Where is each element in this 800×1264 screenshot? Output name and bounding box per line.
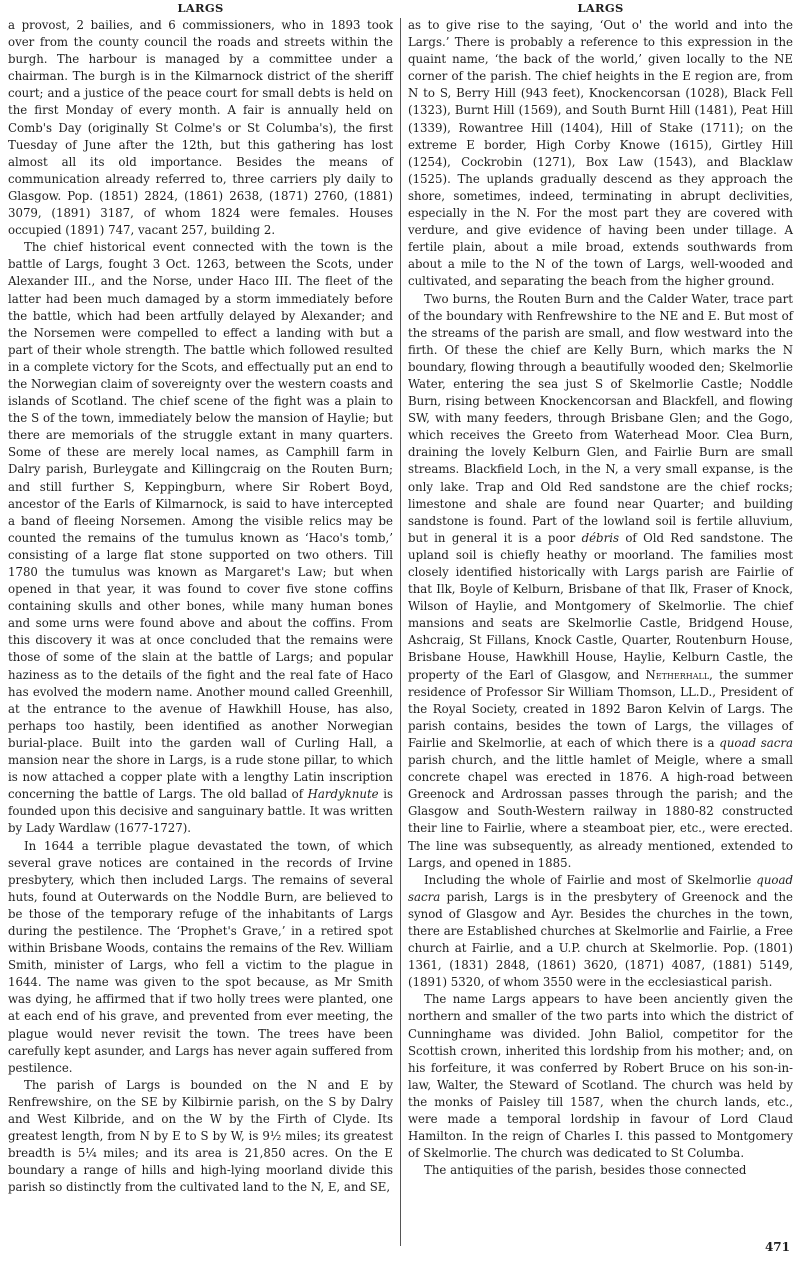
- italic-text: Hardyknute: [307, 787, 379, 802]
- page-number: 471: [764, 1240, 790, 1254]
- left-column: [8, 0, 393, 1196]
- text-segment: The antiquities of the parish, besides those connected: [424, 1163, 747, 1178]
- text-segment: is founded upon this decisive and sanguinary battle. It was written by Lady Wardlaw (1677-1727).: [8, 787, 393, 836]
- left-column-text: [8, 17, 393, 1196]
- text-segment: parish church, and the little hamlet of Meigle, where a small concrete chapel was erected in 1876. A high-road between Greenock and Ardrossan passes through the parish; and the Glasgow and South-Western railway in 1880-82 constructed their line to Fairlie, where a steamboat pier, etc., were erected. The line was subsequently, as already mentioned, extended to Largs, and opened in 1885.: [408, 753, 793, 870]
- text-segment: Two burns, the Routen Burn and the Calder Water, trace part of the boundary with Renfrewshire to the NE and E. But most of the streams of the parish are small, and flow westward into the firth. Of these the chief are Kelly Burn, which marks the N boundary, flowing through a beautifully wooded den; Skelmorlie Water, entering the sea just S of Skelmorlie Castle; Noddle Burn, rising between Knockencorsan and Blackfell, and flowing SW, with many feeders, through Brisbane Glen; and the Gogo, which receives the Greeto from Waterhead Moor. Clea Burn, draining the lovely Kelburn Glen, and Fairlie Burn are small streams. Blackfield Loch, in the N, a very small expanse, is the only lake. Trap and Old Red sandstone are the chief rocks; limestone and shale are found near Quarter; and building sandstone is found. Part of the lowland soil is fertile alluvium, but in general it is a poor: [408, 291, 793, 545]
- text-segment: as to give rise to the saying, ‘Out o' the world and into the Largs.’ There is probably a reference to this expression in the quaint name, ‘the back of the world,’ given locally to the NE corner of the parish. The chief heights in the E region are, from N to S, Berry Hill (943 feet), Knockencorsan (1028), Black Fell (1323), Burnt Hill (1569), and South Burnt Hill (1481), Peat Hill (1339), Rowantree Hill (1404), Hill of Stake (1711); on the extreme E border, High Corby Knowe (1615), Girtley Hill (1254), Cockrobin (1271), Box Law (1543), and Blacklaw (1525). The uplands gradually descend as they approach the shore, sometimes, indeed, terminating in abrupt declivities, especially in the N. For the most part they are covered with verdure, and give evidence of having been under tillage. A fertile plain, about a mile broad, extends southwards from about a mile to the N of the town of Largs, well-wooded and cultivated, and separating the beach from the higher ground.: [408, 18, 793, 289]
- right-column-text: [408, 17, 793, 1179]
- italic-text: quoad sacra: [719, 735, 793, 750]
- text-segment: The chief historical event connected with the town is the battle of Largs, fought 3 Oct. 1263, between the Scots, under Alexander III., and the Norse, under Haco III. The fleet of the latter had been much damaged by a storm immediately before the battle, which had been artfully delayed by Alexander; and the Norsemen were compelled to effect a landing with but a part of their whole strength. The battle which followed resulted in a complete victory for the Scots, and effectually put an end to the Norwegian claim of sovereignty over the western coasts and islands of Scotland. The chief scene of the fight was a plain to the S of the town, immediately below the mansion of Haylie; but there are memorials of the struggle extant in many quarters. Some of these are merely local names, as Camphill farm in Dalry parish, Burleygate and Killingcraig on the Routen Burn; and still further S, Keppingburn, where Sir Robert Boyd, ancestor of the Earls of Kilmarnock, is said to have intercepted a band of fleeing Norsemen. Among the visible relics may be counted the remains of the tumulus known as ‘Haco's tomb,’ consisting of a large flat stone supported on two others. Till 1780 the tumulus was known as Margaret's Law; but when opened in that year, it was found to cover five stone coffins containing skulls and other bones, while many human bones and some urns were found above and about the coffins. From this discovery it was at once concluded that the remains were those of some of the slain at the battle of Largs; and popular haziness as to the details of the fight and the real fate of Haco has evolved the modern name. Another mound called Greenhill, at the entrance to the avenue of Hawkhill House, has also, perhaps too hastily, been identified as another Norwegian burial-place. Built into the garden wall of Curling Hall, a mansion near the shore in Largs, is a rude stone pillar, to which is now attached a copper plate with a lengthy Latin inscription concerning the battle of Largs. The old ballad of: [8, 240, 393, 802]
- paragraph: [408, 17, 793, 291]
- running-header-left: LARGS: [177, 1, 224, 15]
- text-segment: a provost, 2 bailies, and 6 commissioners, who in 1893 took over from the county council the roads and streets within the burgh. The harbour is managed by a committee under a chairman. The burgh is in the Kilmarnock district of the sheriff court; and a justice of the peace court for small debts is held on the first Monday of every month. A fair is annually held on Comb's Day (originally St Colme's or St Columba's), the first Tuesday of June after the 12th, but this gathering has lost almost all its old importance. Besides the means of communication already referred to, three carriers ply daily to Glasgow. Pop. (1851) 2824, (1861) 2638, (1871) 2760, (1881) 3079, (1891) 3187, of whom 1824 were females. Houses occupied (1891) 747, vacant 257, building 2.: [8, 18, 393, 238]
- text-segment: In 1644 a terrible plague devastated the town, of which several grave notices are contained in the records of Irvine presbytery, which then included Largs. The remains of several huts, found at Outerwards on the Noddle Burn, are believed to be those of the temporary refuge of the inhabitants of Largs during the pestilence. The ‘Prophet's Grave,’ in a retired spot within Brisbane Woods, contains the remains of the Rev. William Smith, minister of Largs, who fell a victim to the plague in 1644. The name was given to the spot because, as Mr Smith was dying, he affirmed that if two holly trees were planted, one at each end of his grave, and prevented from ever meeting, the plague would never revisit the town. The trees have been carefully kept asunder, and Largs has never again suffered from pestilence.: [8, 838, 393, 1075]
- text-segment: The name Largs appears to have been anciently given the northern and smaller of the two parts into which the district of Cunninghame was divided. John Baliol, competitor for the Scottish crown, inherited this lordship from his mother; and, on his forfeiture, it was conferred by Robert Bruce on his son-in-law, Walter, the Steward of Scotland. The church was held by the monks of Paisley till 1587, when the church lands, etc., were made a temporal lordship in favour of Lord Claud Hamilton. In the reign of Charles I. this passed to Montgomery of Skelmorlie. The church was dedicated to St Columba.: [408, 992, 793, 1161]
- paragraph: [408, 991, 793, 1162]
- text-segment: of Old Red sandstone. The upland soil is chiefly heathy or moorland. The families most closely identified historically with Largs parish are Fairlie of that Ilk, Boyle of Kelburn, Brisbane of that Ilk, Fraser of Knock, Wilson of Haylie, and Montgomery of Skelmorlie. The chief mansions and seats are Skelmorlie Castle, Bridgend House, Ashcraig, St Fillans, Knock Castle, Quarter, Routenburn House, Brisbane House, Hawkhill House, Haylie, Kelburn Castle, the property of the Earl of Glasgow, and: [408, 530, 793, 682]
- text-segment: The parish of Largs is bounded on the N and E by Renfrewshire, on the SE by Kilbirnie parish, on the S by Dalry and West Kilbride, and on the W by the Firth of Clyde. Its greatest length, from N by E to S by W, is 9½ miles; its greatest breadth is 5¼ miles; and its area is 21,850 acres. On the E boundary a range of hills and high-lying moorland divide this parish so distinctly from the cultivated land to the N, E, and SE,: [8, 1077, 393, 1195]
- small-caps-text: Netherhall: [645, 667, 710, 682]
- paragraph: [408, 1162, 793, 1179]
- text-segment: Including the whole of Fairlie and most of Skelmorlie: [424, 872, 757, 887]
- paragraph: [8, 838, 393, 1077]
- paragraph: [408, 872, 793, 992]
- paragraph: [8, 17, 393, 239]
- running-header-right: LARGS: [577, 1, 624, 15]
- paragraph: [8, 1077, 393, 1197]
- italic-text: quoad sacra: [408, 872, 793, 904]
- text-segment: , the summer residence of Professor Sir William Thomson, LL.D., President of the Royal Society, created in 1892 Baron Kelvin of Largs. The parish contains, besides the town of Largs, the villages of Fairlie and Skelmorlie, at each of which there is a: [408, 667, 793, 750]
- italic-text: débris: [581, 530, 619, 545]
- paragraph: [408, 291, 793, 872]
- column-divider: [400, 18, 401, 1246]
- text-segment: parish, Largs is in the presbytery of Greenock and the synod of Glasgow and Ayr. Besides the churches in the town, there are Established churches at Skelmorlie and Fairlie, a Free church at Fairlie, and a U.P. church at Skelmorlie. Pop. (1801) 1361, (1831) 2848, (1861) 3620, (1871) 4087, (1881) 5149, (1891) 5320, of whom 3550 were in the ecclesiastical parish.: [408, 889, 793, 990]
- right-column: [408, 0, 793, 1179]
- paragraph: [8, 239, 393, 837]
